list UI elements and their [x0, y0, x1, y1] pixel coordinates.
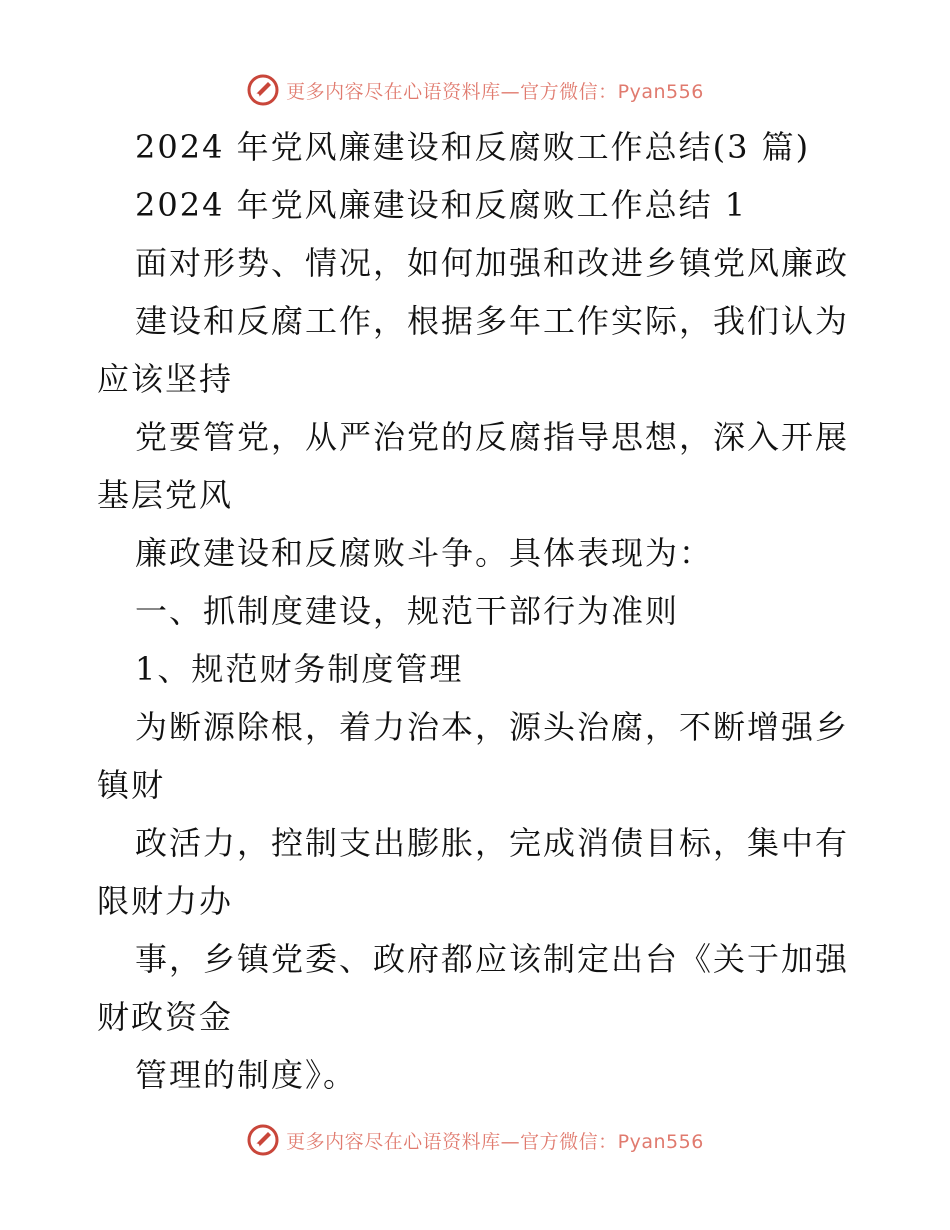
heading-line: 一、抓制度建设，规范干部行为准则: [135, 592, 680, 630]
logo-icon: [246, 73, 280, 107]
paragraph-line: 事，乡镇党委、政府都应该制定出台《关于加强: [135, 940, 850, 978]
footer-watermark: [0, 1120, 950, 1160]
paragraph-line: 面对形势、情况，如何加强和改进乡镇党风廉政: [135, 244, 850, 282]
paragraph-line: 限财力办: [97, 882, 234, 920]
logo-icon: [246, 1123, 280, 1157]
paragraph-line: 廉政建设和反腐败斗争。具体表现为：: [135, 534, 714, 572]
paragraph-line: 管理的制度》。: [135, 1056, 358, 1094]
section-title: 2024 年党风廉建设和反腐败工作总结 1: [135, 186, 748, 224]
paragraph-line: 政活力，控制支出膨胀，完成消债目标，集中有: [135, 824, 850, 862]
subheading-line: 1、规范财务制度管理: [135, 650, 464, 688]
paragraph-line: 建设和反腐工作，根据多年工作实际，我们认为: [135, 302, 850, 340]
document-title: 2024 年党风廉建设和反腐败工作总结(3 篇): [135, 128, 811, 166]
paragraph-line: 财政资金: [97, 998, 234, 1036]
paragraph-line: 党要管党，从严治党的反腐指导思想，深入开展: [135, 418, 850, 456]
paragraph-line: 应该坚持: [97, 360, 234, 398]
document-body: [97, 118, 857, 1104]
paragraph-line: 为断源除根，着力治本，源头治腐，不断增强乡: [135, 708, 850, 746]
header-watermark: [0, 70, 950, 110]
watermark-text: 更多内容尽在心语资料库—官方微信：Pyan556: [286, 1130, 704, 1153]
paragraph-line: 基层党风: [97, 476, 234, 514]
paragraph-line: 镇财: [97, 766, 166, 804]
watermark-text: 更多内容尽在心语资料库—官方微信：Pyan556: [286, 80, 704, 103]
